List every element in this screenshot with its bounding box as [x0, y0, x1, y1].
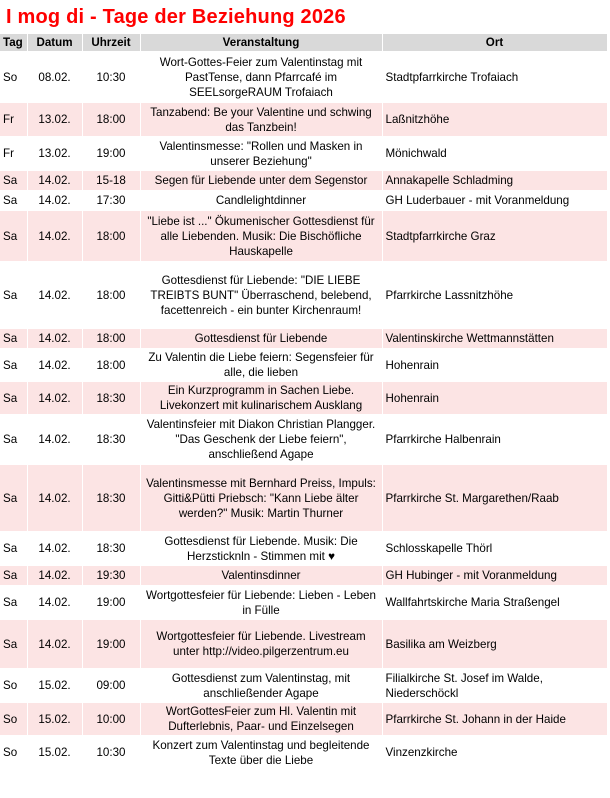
- cell-ort: Stadtpfarrkirche Graz: [382, 211, 607, 262]
- cell-ort: GH Hubinger - mit Voranmeldung: [382, 566, 607, 586]
- cell-uhrzeit: 19:00: [82, 137, 140, 171]
- cell-uhrzeit: 19:00: [82, 620, 140, 669]
- table-row: [0, 211, 607, 262]
- cell-datum: 14.02.: [27, 620, 82, 669]
- cell-veranstaltung: Ein Kurzprogramm in Sachen Liebe. Livekonzert mit kulinarischem Ausklang: [140, 382, 382, 415]
- cell-ort: Annakapelle Schladming: [382, 171, 607, 191]
- cell-ort: Wallfahrtskirche Maria Straßengel: [382, 586, 607, 620]
- cell-tag: Fr: [0, 103, 27, 137]
- table-row: [0, 415, 607, 465]
- cell-tag: Sa: [0, 211, 27, 262]
- table-row: [0, 532, 607, 566]
- cell-datum: 14.02.: [27, 349, 82, 382]
- cell-ort: Basilika am Weizberg: [382, 620, 607, 669]
- cell-datum: 15.02.: [27, 703, 82, 736]
- table-row: [0, 103, 607, 137]
- cell-datum: 15.02.: [27, 736, 82, 770]
- cell-ort: Pfarrkirche Lassnitzhöhe: [382, 262, 607, 329]
- cell-uhrzeit: 18:00: [82, 329, 140, 349]
- table-row: [0, 329, 607, 349]
- cell-uhrzeit: 10:30: [82, 52, 140, 103]
- header-ort: Ort: [382, 34, 607, 52]
- cell-ort: Pfarrkirche St. Johann in der Haide: [382, 703, 607, 736]
- cell-veranstaltung: "Liebe ist ..." Ökumenischer Gottesdienst für alle Liebenden. Musik: Die Bischöfliche Hauskapelle: [140, 211, 382, 262]
- cell-datum: 13.02.: [27, 137, 82, 171]
- cell-datum: 15.02.: [27, 669, 82, 703]
- cell-ort: Vinzenzkirche: [382, 736, 607, 770]
- cell-tag: Sa: [0, 382, 27, 415]
- cell-uhrzeit: 17:30: [82, 191, 140, 211]
- table-row: [0, 349, 607, 382]
- cell-tag: Sa: [0, 191, 27, 211]
- cell-ort: Stadtpfarrkirche Trofaiach: [382, 52, 607, 103]
- cell-veranstaltung: Valentinsdinner: [140, 566, 382, 586]
- cell-veranstaltung: Gottesdienst für Liebende: "DIE LIEBE TREIBTS BUNT" Überraschend, belebend, facettenreich - ein bunter Kirchenraum!: [140, 262, 382, 329]
- cell-uhrzeit: 10:00: [82, 703, 140, 736]
- cell-veranstaltung: Valentinsmesse: "Rollen und Masken in unserer Beziehung": [140, 137, 382, 171]
- cell-veranstaltung: Segen für Liebende unter dem Segenstor: [140, 171, 382, 191]
- cell-tag: Sa: [0, 171, 27, 191]
- cell-datum: 14.02.: [27, 262, 82, 329]
- cell-ort: Pfarrkirche St. Margarethen/Raab: [382, 465, 607, 532]
- cell-uhrzeit: 09:00: [82, 669, 140, 703]
- cell-datum: 14.02.: [27, 329, 82, 349]
- table-row: [0, 586, 607, 620]
- cell-uhrzeit: 15-18: [82, 171, 140, 191]
- table-row: [0, 736, 607, 770]
- table-row: [0, 382, 607, 415]
- cell-veranstaltung: Gottesdienst für Liebende. Musik: Die Herzsticknln - Stimmen mit ♥: [140, 532, 382, 566]
- cell-veranstaltung: WortGottesFeier zum Hl. Valentin mit Dufterlebnis, Paar- und Einzelsegen: [140, 703, 382, 736]
- cell-veranstaltung: Valentinsmesse mit Bernhard Preiss, Impuls: Gitti&Pütti Priebsch: "Kann Liebe älter werden?" Musik: Martin Thurner: [140, 465, 382, 532]
- cell-datum: 08.02.: [27, 52, 82, 103]
- cell-uhrzeit: 19:30: [82, 566, 140, 586]
- table-row: [0, 262, 607, 329]
- cell-ort: Pfarrkirche Halbenrain: [382, 415, 607, 465]
- table-row: [0, 191, 607, 211]
- header-row: [0, 34, 607, 52]
- cell-tag: So: [0, 736, 27, 770]
- table-row: [0, 52, 607, 103]
- cell-datum: 14.02.: [27, 382, 82, 415]
- cell-datum: 14.02.: [27, 171, 82, 191]
- cell-ort: Hohenrain: [382, 382, 607, 415]
- header-veranstaltung: Veranstaltung: [140, 34, 382, 52]
- cell-uhrzeit: 18:00: [82, 262, 140, 329]
- cell-datum: 13.02.: [27, 103, 82, 137]
- cell-uhrzeit: 18:30: [82, 465, 140, 532]
- table-row: [0, 703, 607, 736]
- page-title: I mog di - Tage der Beziehung 2026: [6, 6, 346, 28]
- cell-veranstaltung: Gottesdienst zum Valentinstag, mit anschließender Agape: [140, 669, 382, 703]
- cell-veranstaltung: Gottesdienst für Liebende: [140, 329, 382, 349]
- cell-tag: Fr: [0, 137, 27, 171]
- cell-datum: 14.02.: [27, 532, 82, 566]
- cell-tag: Sa: [0, 465, 27, 532]
- cell-ort: Mönichwald: [382, 137, 607, 171]
- cell-tag: Sa: [0, 532, 27, 566]
- cell-tag: So: [0, 669, 27, 703]
- cell-uhrzeit: 18:00: [82, 349, 140, 382]
- cell-datum: 14.02.: [27, 566, 82, 586]
- cell-veranstaltung: Candlelightdinner: [140, 191, 382, 211]
- cell-uhrzeit: 18:00: [82, 103, 140, 137]
- cell-uhrzeit: 18:00: [82, 211, 140, 262]
- cell-veranstaltung: Konzert zum Valentinstag und begleitende Texte über die Liebe: [140, 736, 382, 770]
- table-row: [0, 566, 607, 586]
- table-row: [0, 669, 607, 703]
- cell-ort: Valentinskirche Wettmannstätten: [382, 329, 607, 349]
- header-tag: Tag: [0, 34, 27, 52]
- cell-datum: 14.02.: [27, 465, 82, 532]
- cell-uhrzeit: 18:30: [82, 382, 140, 415]
- cell-ort: Schlosskapelle Thörl: [382, 532, 607, 566]
- events-table: [0, 34, 608, 770]
- cell-datum: 14.02.: [27, 415, 82, 465]
- cell-tag: Sa: [0, 566, 27, 586]
- cell-ort: Hohenrain: [382, 349, 607, 382]
- table-row: [0, 137, 607, 171]
- cell-uhrzeit: 19:00: [82, 586, 140, 620]
- cell-tag: Sa: [0, 415, 27, 465]
- cell-tag: Sa: [0, 262, 27, 329]
- cell-datum: 14.02.: [27, 191, 82, 211]
- cell-datum: 14.02.: [27, 586, 82, 620]
- cell-tag: Sa: [0, 349, 27, 382]
- table-row: [0, 465, 607, 532]
- cell-tag: Sa: [0, 329, 27, 349]
- cell-veranstaltung: Wort-Gottes-Feier zum Valentinstag mit PastTense, dann Pfarrcafé im SEELsorgeRAUM Trofaiach: [140, 52, 382, 103]
- cell-veranstaltung: Zu Valentin die Liebe feiern: Segensfeier für alle, die lieben: [140, 349, 382, 382]
- cell-veranstaltung: Wortgottesfeier für Liebende: Lieben - Leben in Fülle: [140, 586, 382, 620]
- cell-uhrzeit: 18:30: [82, 415, 140, 465]
- cell-datum: 14.02.: [27, 211, 82, 262]
- cell-tag: Sa: [0, 586, 27, 620]
- cell-tag: So: [0, 703, 27, 736]
- cell-tag: Sa: [0, 620, 27, 669]
- header-uhrzeit: Uhrzeit: [82, 34, 140, 52]
- cell-ort: GH Luderbauer - mit Voranmeldung: [382, 191, 607, 211]
- cell-ort: Laßnitzhöhe: [382, 103, 607, 137]
- cell-veranstaltung: Wortgottesfeier für Liebende. Livestream unter http://video.pilgerzentrum.eu: [140, 620, 382, 669]
- cell-tag: So: [0, 52, 27, 103]
- cell-uhrzeit: 18:30: [82, 532, 140, 566]
- cell-veranstaltung: Tanzabend: Be your Valentine und schwing das Tanzbein!: [140, 103, 382, 137]
- header-datum: Datum: [27, 34, 82, 52]
- table-row: [0, 171, 607, 191]
- cell-veranstaltung: Valentinsfeier mit Diakon Christian Plangger. "Das Geschenk der Liebe feiern", anschließend Agape: [140, 415, 382, 465]
- cell-ort: Filialkirche St. Josef im Walde, Niederschöckl: [382, 669, 607, 703]
- table-row: [0, 620, 607, 669]
- cell-uhrzeit: 10:30: [82, 736, 140, 770]
